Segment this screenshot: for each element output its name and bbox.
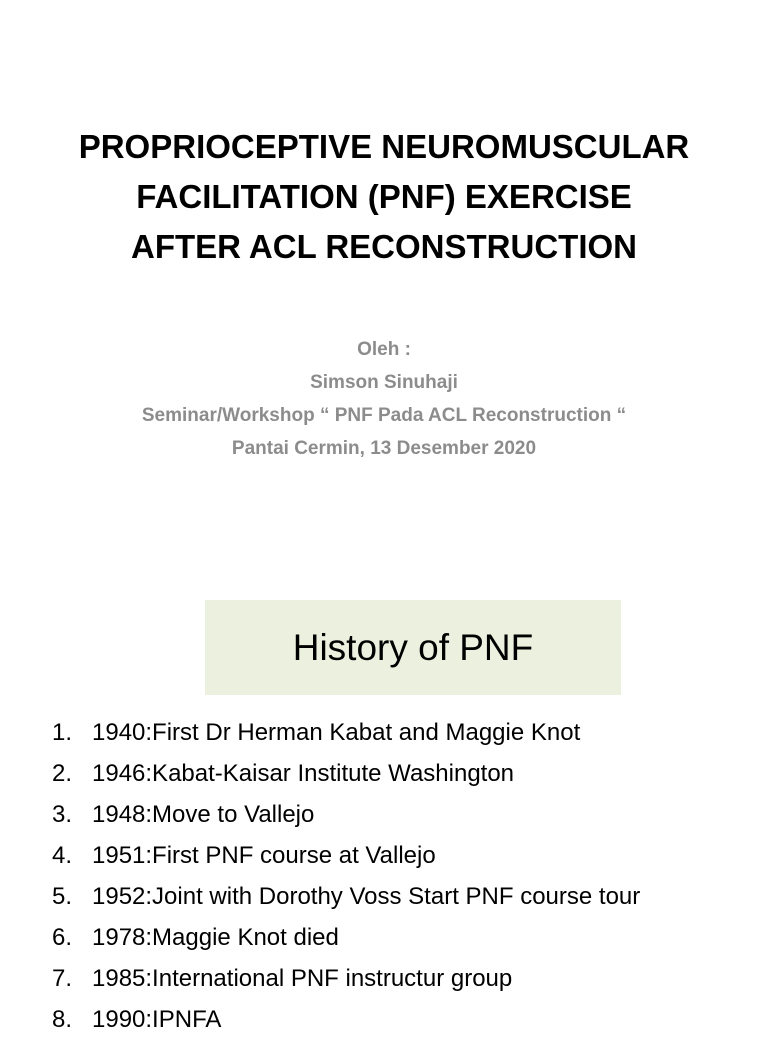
title-line-1: PROPRIOCEPTIVE NEUROMUSCULAR <box>78 128 690 165</box>
history-heading-box <box>205 600 621 695</box>
list-item-number: 3. <box>52 801 73 828</box>
list-item-text: 1948:Move to Vallejo <box>92 801 315 828</box>
subtitle-place-date: Pantai Cermin, 13 Desember 2020 <box>231 438 537 459</box>
list-item-text: 1990:IPNFA <box>92 1006 222 1033</box>
title-line-3: AFTER ACL RECONSTRUCTION <box>131 228 637 265</box>
list-item-number: 7. <box>52 965 73 992</box>
history-slide <box>0 560 768 1033</box>
list-item-number: 6. <box>52 924 73 951</box>
list-item-number: 1. <box>52 719 73 746</box>
list-item-number: 8. <box>52 1006 73 1033</box>
list-item-text: 1952:Joint with Dorothy Voss Start PNF course tour <box>92 883 641 910</box>
slide-title <box>20 122 748 272</box>
history-heading: History of PNF <box>292 627 534 668</box>
list-item-text: 1951:First PNF course at Vallejo <box>92 842 436 869</box>
list-item-text: 1946:Kabat-Kaisar Institute Washington <box>92 760 515 787</box>
subtitle-byline-label: Oleh : <box>357 339 411 360</box>
list-item-text: 1978:Maggie Knot died <box>92 924 339 951</box>
list-item-number: 2. <box>52 760 73 787</box>
slide-subtitle <box>20 333 748 465</box>
list-item-number: 4. <box>52 842 73 869</box>
list-item-text: 1940:First Dr Herman Kabat and Maggie Knot <box>92 719 581 746</box>
subtitle-author: Simson Sinuhaji <box>310 372 458 393</box>
subtitle-event: Seminar/Workshop “ PNF Pada ACL Reconstruction “ <box>141 405 627 426</box>
list-item-text: 1985:International PNF instructur group <box>92 965 513 992</box>
title-line-2: FACILITATION (PNF) EXERCISE <box>136 178 632 215</box>
list-item-number: 5. <box>52 883 73 910</box>
